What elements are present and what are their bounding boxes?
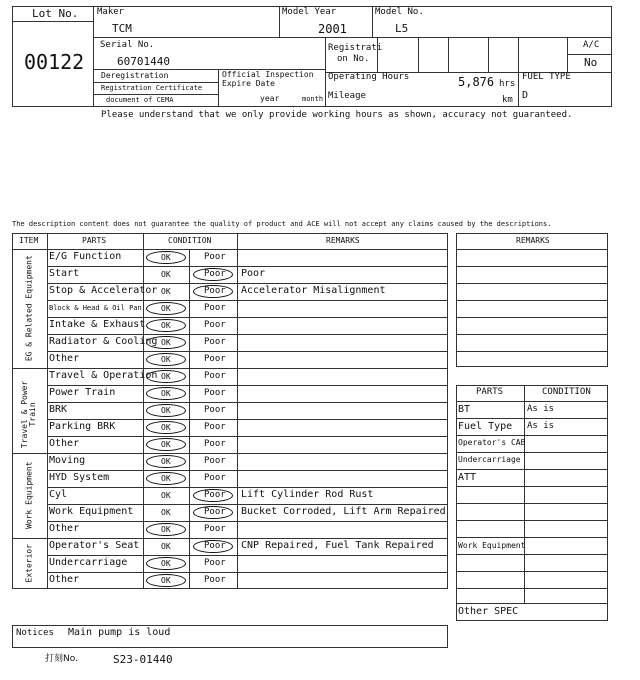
- ok-option: OK: [161, 287, 171, 296]
- ok-option: OK: [161, 321, 171, 330]
- table-row-part: Other: [49, 438, 80, 449]
- dereg-label: Deregistration: [101, 71, 169, 80]
- ok-selected-circle: [146, 438, 186, 451]
- poor-selected-circle: [193, 540, 233, 553]
- fuel-type-value: D: [522, 90, 529, 101]
- model-year-label: Model Year: [282, 7, 337, 17]
- ok-option: OK: [161, 338, 171, 347]
- ok-option: OK: [161, 576, 171, 585]
- ok-selected-circle: [146, 455, 186, 468]
- right-condition-value: As is: [527, 421, 555, 431]
- col-remarks-header: REMARKS: [326, 236, 360, 245]
- km-unit: km: [502, 95, 513, 105]
- ok-option: OK: [161, 474, 171, 483]
- table-row-part: Parking BRK: [49, 421, 116, 432]
- poor-option: Poor: [204, 354, 226, 364]
- ok-selected-circle: [146, 353, 186, 366]
- poor-option: Poor: [204, 320, 226, 330]
- disclaimer: The description content does not guarantee the quality of product and ACE will not accept any claims caused by the descriptions.: [12, 220, 552, 228]
- poor-selected-circle: [193, 489, 233, 502]
- poor-option: Poor: [204, 524, 226, 534]
- right-part-label: Undercarriage: [458, 455, 521, 464]
- hrs-unit: hrs: [499, 79, 516, 89]
- item-group-label: Work Equipment: [24, 460, 34, 529]
- table-row-part: Other: [49, 574, 80, 585]
- dereg-sub1: Registration Certificate: [101, 84, 203, 92]
- op-hours-label: Operating Hours: [328, 72, 410, 82]
- col-item-header: ITEM: [19, 236, 39, 245]
- col-condition-header: CONDITION: [168, 236, 212, 245]
- ok-option: OK: [161, 372, 171, 381]
- ok-option: OK: [161, 355, 171, 364]
- poor-option: Poor: [204, 286, 226, 296]
- table-row-part: Operator's Seat: [49, 540, 140, 551]
- ok-option: OK: [161, 406, 171, 415]
- poor-selected-circle: [193, 506, 233, 519]
- right-part-label: Fuel Type: [458, 421, 513, 432]
- poor-option: Poor: [204, 388, 226, 398]
- right-other-spec-label: Other SPEC: [458, 606, 519, 617]
- poor-option: Poor: [204, 456, 226, 466]
- ok-option: OK: [161, 389, 171, 398]
- table-row-remark: Accelerator Misalignment: [241, 285, 386, 296]
- table-row-part: E/G Function: [49, 251, 122, 262]
- inspection-label: Official Inspection: [222, 70, 314, 79]
- table-row-part: Start: [49, 268, 80, 279]
- ok-option: OK: [161, 559, 171, 568]
- ok-option: OK: [161, 457, 171, 466]
- col-parts-header: PARTS: [82, 236, 107, 245]
- table-row-part: Stop & Accelerator: [49, 285, 158, 296]
- table-row-part: Moving: [49, 455, 86, 466]
- poor-option: Poor: [204, 337, 226, 347]
- ac-label: A/C: [583, 40, 600, 50]
- maker-label: Maker: [97, 7, 125, 17]
- ok-option: OK: [161, 304, 171, 313]
- stamp-number: S23-01440: [113, 653, 173, 666]
- table-row-part: Block & Head & Oil Pan: [49, 304, 142, 312]
- table-row-remark: Poor: [241, 268, 266, 279]
- ok-option: OK: [161, 270, 171, 279]
- item-group-label: Travel & Power Train: [20, 380, 38, 448]
- month-label: month: [302, 95, 324, 103]
- right-parts-header: PARTS: [476, 387, 504, 397]
- ok-selected-circle: [146, 523, 186, 536]
- right-work-equipment-label: Work Equipment: [458, 541, 526, 550]
- table-row-part: HYD System: [49, 472, 110, 483]
- poor-option: Poor: [204, 490, 226, 500]
- table-row-part: Intake & Exhaust: [49, 319, 146, 330]
- registration-no-label: Registrati: [328, 43, 383, 53]
- ok-selected-circle: [146, 574, 186, 587]
- maker-value: TCM: [112, 22, 132, 35]
- poor-option: Poor: [204, 558, 226, 568]
- right-condition-value: As is: [527, 404, 555, 414]
- table-row-part: BRK: [49, 404, 68, 415]
- item-group-label: Exterior: [24, 543, 34, 582]
- table-row-part: Radiator & Cooling: [49, 336, 158, 347]
- poor-option: Poor: [204, 303, 226, 313]
- ok-selected-circle: [146, 319, 186, 332]
- table-row-remark: CNP Repaired, Fuel Tank Repaired: [241, 540, 434, 551]
- table-row-remark: Lift Cylinder Rod Rust: [241, 489, 374, 500]
- model-no-value: L5: [395, 22, 409, 35]
- ok-selected-circle: [146, 421, 186, 434]
- ac-value: No: [584, 56, 598, 69]
- right-condition-header: CONDITION: [542, 387, 591, 397]
- right-part-label: Operator's CAB: [458, 438, 526, 447]
- ok-option: OK: [161, 508, 171, 517]
- right-remarks-header: REMARKS: [516, 236, 550, 245]
- poor-option: Poor: [204, 439, 226, 449]
- poor-option: Poor: [204, 252, 226, 262]
- table-row-part: Work Equipment: [49, 506, 134, 517]
- lot-number: 00122: [24, 50, 85, 74]
- table-row-part: Cyl: [49, 489, 68, 500]
- poor-option: Poor: [204, 541, 226, 551]
- poor-option: Poor: [204, 507, 226, 517]
- ok-option: OK: [161, 491, 171, 500]
- ok-selected-circle: [146, 387, 186, 400]
- ok-selected-circle: [146, 557, 186, 570]
- inspection-label-2: Expire Date: [222, 79, 275, 88]
- item-group-label: EG & Related Equipment: [24, 254, 34, 361]
- fuel-type-label: FUEL TYPE: [522, 72, 571, 82]
- ok-selected-circle: [146, 472, 186, 485]
- ok-selected-circle: [146, 404, 186, 417]
- mileage-label: Mileage: [328, 91, 366, 101]
- poor-selected-circle: [193, 285, 233, 298]
- table-row-part: Other: [49, 523, 80, 534]
- ok-option: OK: [161, 525, 171, 534]
- ok-option: OK: [161, 423, 171, 432]
- lot-label: Lot No.: [32, 7, 79, 20]
- stamp-label: 打刻No.: [45, 654, 78, 664]
- right-part-label: BT: [458, 404, 471, 415]
- year-label: year: [260, 94, 280, 103]
- ok-selected-circle: [146, 370, 186, 383]
- ok-selected-circle: [146, 302, 186, 315]
- poor-option: Poor: [204, 371, 226, 381]
- right-part-label: ATT: [458, 472, 477, 483]
- poor-option: Poor: [204, 473, 226, 483]
- serial-value: 60701440: [117, 55, 170, 68]
- ok-option: OK: [161, 440, 171, 449]
- ok-option: OK: [161, 253, 171, 262]
- table-row-part: Other: [49, 353, 80, 364]
- accuracy-notice: Please understand that we only provide working hours as shown, accuracy not guaranteed.: [101, 110, 573, 120]
- poor-option: Poor: [204, 405, 226, 415]
- poor-option: Poor: [204, 575, 226, 585]
- notices-text: Main pump is loud: [68, 627, 171, 638]
- model-year-value: 2001: [318, 22, 347, 36]
- poor-option: Poor: [204, 422, 226, 432]
- op-hours-value: 5,876: [458, 75, 495, 89]
- poor-selected-circle: [193, 268, 233, 281]
- ok-selected-circle: [146, 336, 186, 349]
- dereg-sub2: document of CEMA: [106, 96, 174, 104]
- poor-option: Poor: [204, 269, 226, 279]
- ok-option: OK: [161, 542, 171, 551]
- ok-selected-circle: [146, 251, 186, 264]
- table-row-part: Travel & Operation: [49, 370, 158, 381]
- registration-no-label-2: on No.: [337, 54, 370, 64]
- serial-label: Serial No.: [100, 40, 155, 50]
- table-row-part: Undercarriage: [49, 557, 128, 568]
- table-row-remark: Bucket Corroded, Lift Arm Repaired: [241, 506, 446, 517]
- notices-label: Notices: [16, 628, 54, 638]
- model-no-label: Model No.: [375, 7, 424, 17]
- table-row-part: Power Train: [49, 387, 116, 398]
